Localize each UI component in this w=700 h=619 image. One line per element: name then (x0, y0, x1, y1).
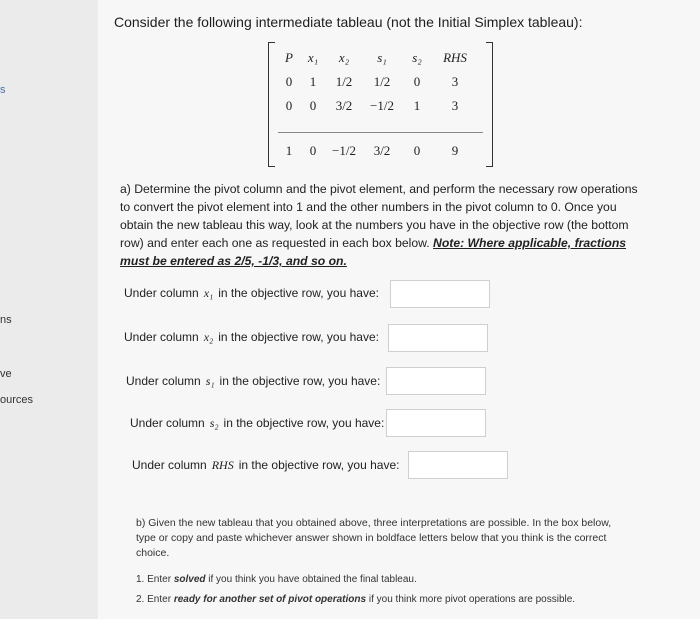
option-description: if you think more pivot operations are possible. (368, 594, 576, 605)
question-content (98, 0, 700, 619)
answer-prompt-x1 (124, 286, 379, 301)
tableau-header-row (278, 46, 483, 70)
answer-prompt-s2 (130, 416, 384, 431)
tableau-header: s₁ (377, 50, 387, 65)
nav-fragment[interactable]: ns (0, 314, 12, 326)
nav-fragment[interactable]: s (0, 84, 6, 96)
tableau-cell: 1/2 (373, 74, 391, 89)
option-ready (136, 590, 575, 610)
answer-prefix: Under column (124, 330, 199, 344)
answer-suffix: in the objective row, you have: (218, 286, 379, 300)
answer-prefix: Under column (132, 458, 207, 472)
nav-fragment[interactable]: ources (0, 394, 34, 406)
option-number: 2. Enter (136, 594, 172, 605)
answer-suffix: in the objective row, you have: (218, 330, 379, 344)
answer-prefix: Under column (124, 286, 199, 300)
tableau-cell: 0 (309, 143, 317, 158)
tableau-cell: 0 (413, 143, 421, 158)
answer-suffix: in the objective row, you have: (223, 416, 385, 430)
answer-variable: RHS (211, 458, 234, 472)
tableau-cell: −1/2 (332, 143, 356, 158)
option-keyword: ready for another set of pivot operations (173, 594, 367, 605)
tableau-cell: −1/2 (370, 98, 394, 113)
tableau-cell: 1 (413, 98, 421, 113)
tableau-row (278, 94, 483, 118)
part-b-instructions: b) Given the new tableau that you obtained above, three interpretations are possible. In the box below, type or copy and paste whichever answer shown in boldface letters below that you think is the correct choice. (136, 517, 612, 559)
tableau-cell: 3/2 (335, 98, 353, 113)
answer-prompt-rhs (132, 458, 399, 473)
tableau-grid (278, 46, 483, 163)
tableau-header: x₂ (338, 50, 350, 65)
tableau-cell: 3/2 (373, 143, 391, 158)
answer-input-s2[interactable] (386, 409, 486, 437)
answer-prompt-s1 (126, 374, 380, 389)
answer-input-s1[interactable] (386, 367, 486, 395)
answer-variable: x₂ (203, 330, 214, 344)
question-heading: Consider the following intermediate tableau (not the Initial Simplex tableau): (114, 14, 583, 30)
tableau-header: RHS (443, 50, 467, 65)
answer-variable: x₁ (203, 286, 214, 300)
tableau-cell: 3 (451, 74, 459, 89)
answer-prompt-x2 (124, 330, 379, 345)
tableau-cell: 0 (285, 74, 293, 89)
answer-suffix: in the objective row, you have: (219, 374, 381, 388)
tableau-cell: 0 (285, 98, 293, 113)
tableau-cell: 3 (451, 98, 459, 113)
tableau-cell: 9 (451, 143, 459, 158)
left-sidebar (0, 0, 98, 619)
tableau-objective-row (278, 132, 483, 163)
tableau-cell: 1 (285, 143, 293, 158)
answer-input-x1[interactable] (390, 280, 490, 308)
part-a-text: a) Determine the pivot column and the pivot element, and perform the necessary row operations to convert the pivot element into 1 and the other numbers in the pivot column to 0. Once you obtain the new tableau this way, look at the numbers you have in the objective row (the bottom row) and enter each one as requested in each box below. (120, 182, 638, 250)
matrix-bracket-left (268, 42, 275, 167)
nav-fragment[interactable]: ve (0, 368, 12, 380)
tableau-header: x₁ (307, 50, 319, 65)
tableau-cell: 0 (413, 74, 421, 89)
answer-suffix: in the objective row, you have: (238, 458, 400, 472)
option-description: if you think you have obtained the final tableau. (208, 574, 417, 585)
answer-prefix: Under column (130, 416, 205, 430)
matrix-bracket-right (486, 42, 493, 167)
tableau-header: s₂ (412, 50, 422, 65)
part-b-options (136, 570, 575, 610)
option-number: 1. Enter (136, 574, 172, 585)
answer-prefix: Under column (126, 374, 201, 388)
answer-input-rhs[interactable] (408, 451, 508, 479)
option-keyword: solved (173, 574, 206, 585)
part-a-instructions (120, 180, 640, 270)
fraction-note: Note: Where applicable, fractions must be entered as 2/5, -1/3, and so on. (120, 236, 627, 268)
tableau-cell: 1/2 (335, 74, 353, 89)
option-solved (136, 570, 575, 590)
answer-variable: s₁ (205, 374, 215, 388)
answer-variable: s₂ (209, 416, 219, 430)
tableau-cell: 1 (309, 74, 317, 89)
answer-input-x2[interactable] (388, 324, 488, 352)
tableau-header: P (285, 50, 293, 65)
tableau-row (278, 70, 483, 94)
simplex-tableau (268, 42, 493, 165)
tableau-cell: 0 (309, 98, 317, 113)
